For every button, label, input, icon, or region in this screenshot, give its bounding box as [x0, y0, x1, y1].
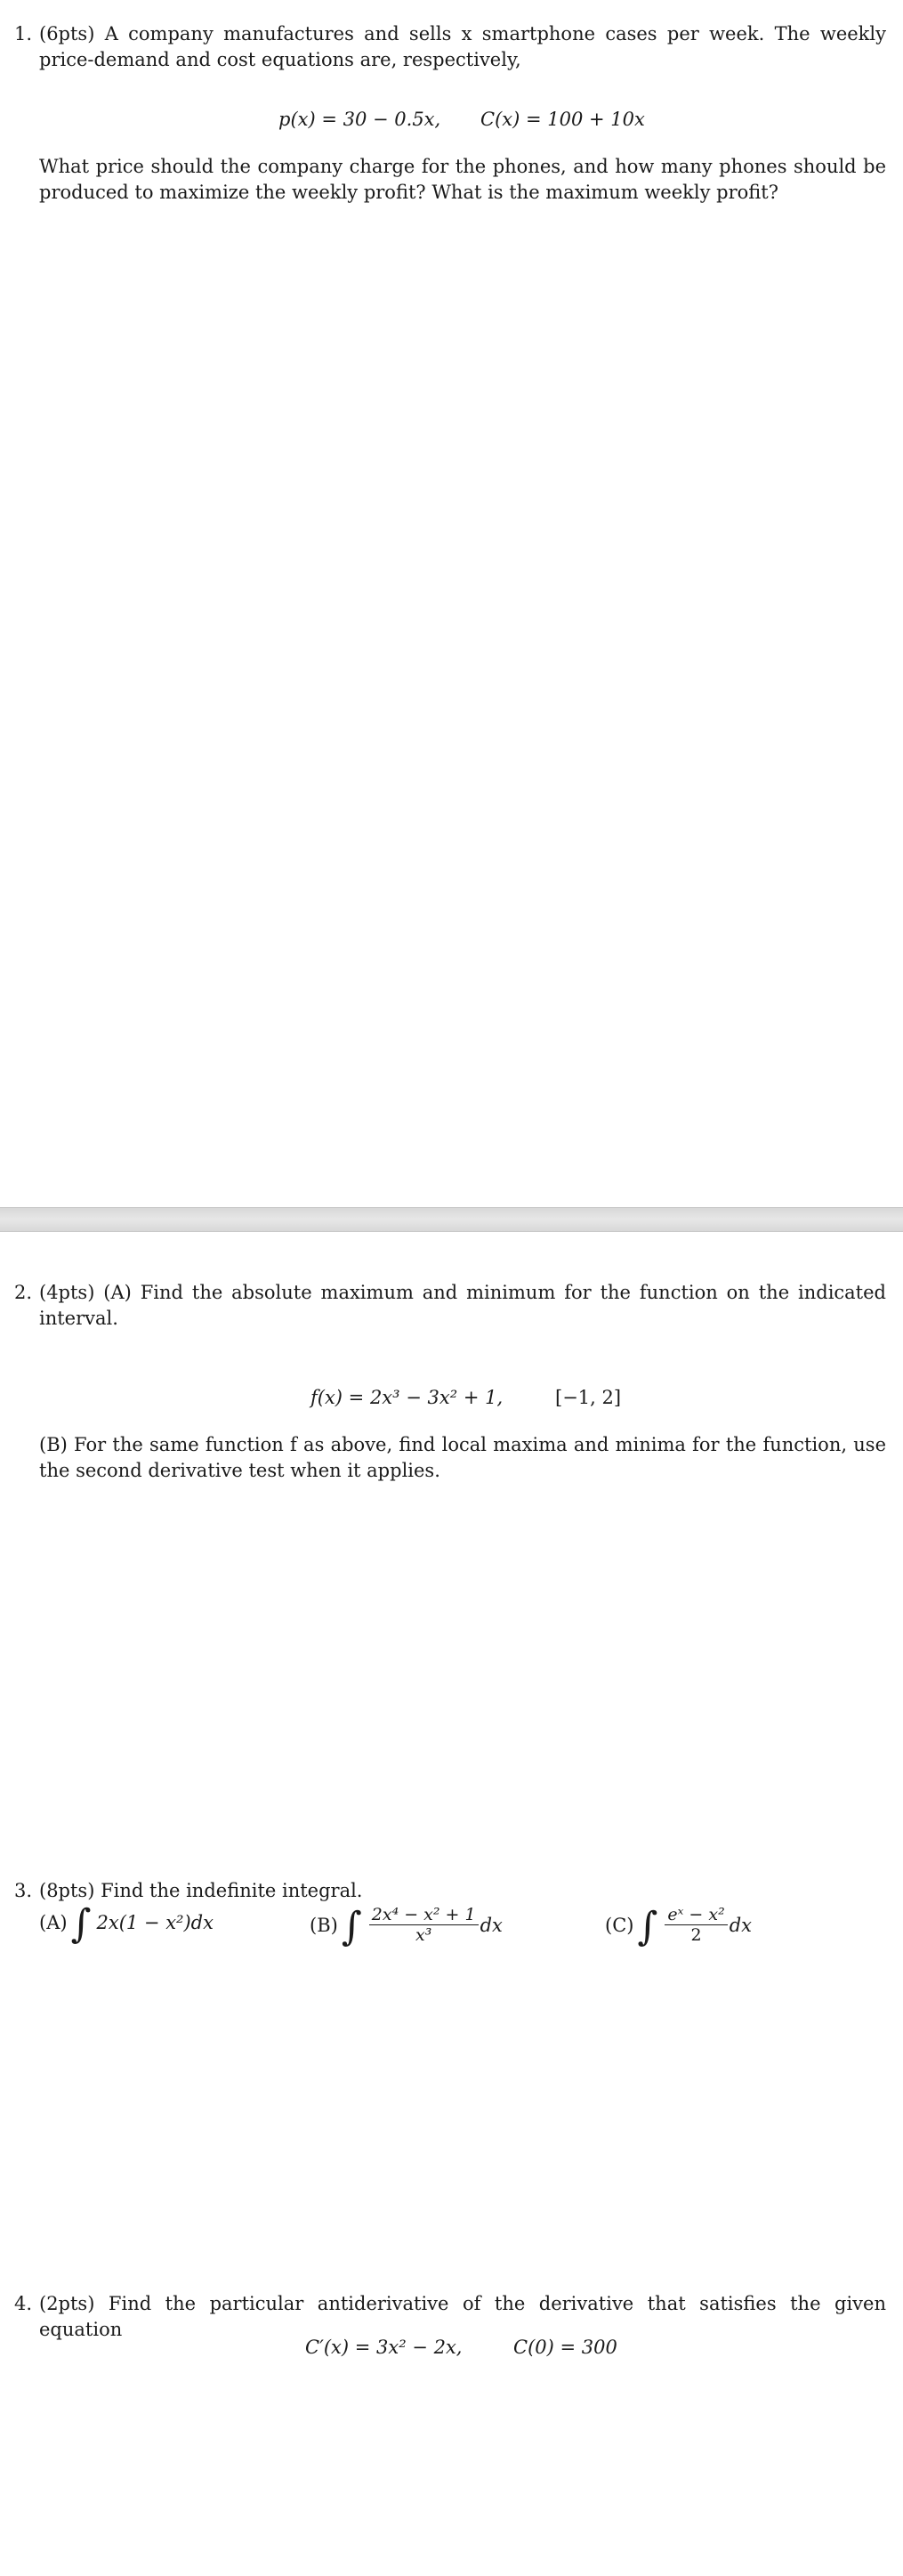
problem-3-part-c-label: (C) [605, 1914, 634, 1936]
problem-3-part-c-denominator: 2 [690, 1925, 702, 1945]
page-divider [0, 1207, 903, 1232]
problem-2 [14, 1280, 886, 1332]
problem-3-text: (8pts) Find the indefinite integral. [39, 1880, 363, 1901]
problem-3-part-b-denominator: x³ [415, 1925, 432, 1945]
problem-4 [14, 2291, 886, 2343]
problem-3-part-c-dx: dx [729, 1914, 753, 1936]
problem-2-text: (4pts) (A) Find the absolute maximum and minimum for the function on the indicated interval. [39, 1282, 886, 1329]
problem-3-number: 3. [14, 1880, 33, 1901]
problem-1-text: (6pts) A company manufactures and sells x smartphone cases per week. The weekly price-demand and cost equations are, respectively, [39, 23, 886, 70]
problem-4-derivative-equation: C′(x) = 3x² − 2x, [305, 2337, 463, 2358]
problem-3-part-b-fraction [369, 1905, 479, 1945]
problem-4-number: 4. [14, 2293, 33, 2314]
problem-3 [14, 1878, 886, 1904]
problem-3-part-c-fraction [665, 1905, 727, 1945]
problem-1-question: What price should the company charge for the phones, and how many phones should be produced to maximize the weekly profit? What is the maximum weekly profit? [39, 156, 886, 203]
problem-2-number: 2. [14, 1282, 33, 1303]
problem-3-part-b-numerator: 2x⁴ − x² + 1 [369, 1905, 479, 1925]
problem-3-part-b-dx: dx [480, 1914, 503, 1936]
problem-1-question-block [14, 154, 886, 206]
problem-4-initial-condition: C(0) = 300 [513, 2337, 617, 2358]
problem-1-demand-equation: p(x) = 30 − 0.5x, [278, 109, 441, 130]
problem-1-cost-equation: C(x) = 100 + 10x [480, 109, 645, 130]
problem-3-part-b-label: (B) [310, 1914, 338, 1936]
problem-4-text: (2pts) Find the particular antiderivative of the derivative that satisfies the given equation [39, 2293, 886, 2340]
problem-1 [14, 21, 886, 73]
problem-2-function-equation: f(x) = 2x³ − 3x² + 1, [310, 1387, 504, 1408]
problem-2-interval: [−1, 2] [555, 1387, 622, 1408]
problem-2-part-b-block [14, 1432, 886, 1484]
problem-3-part-c [605, 1903, 753, 1949]
problem-1-number: 1. [14, 23, 33, 45]
problem-2-part-b: (B) For the same function f as above, find local maxima and minima for the function, use the second derivative test when it applies. [39, 1434, 886, 1481]
integral-sign-icon: ∫ [637, 1903, 658, 1949]
problem-3-part-c-numerator: eˣ − x² [665, 1905, 727, 1925]
problem-3-part-a [39, 1901, 214, 1947]
integral-sign-icon: ∫ [70, 1901, 92, 1947]
problem-3-part-b [310, 1903, 503, 1949]
problem-3-part-a-integrand: 2x(1 − x²)dx [96, 1912, 214, 1933]
integral-sign-icon: ∫ [341, 1903, 362, 1949]
problem-3-part-a-label: (A) [39, 1912, 68, 1933]
